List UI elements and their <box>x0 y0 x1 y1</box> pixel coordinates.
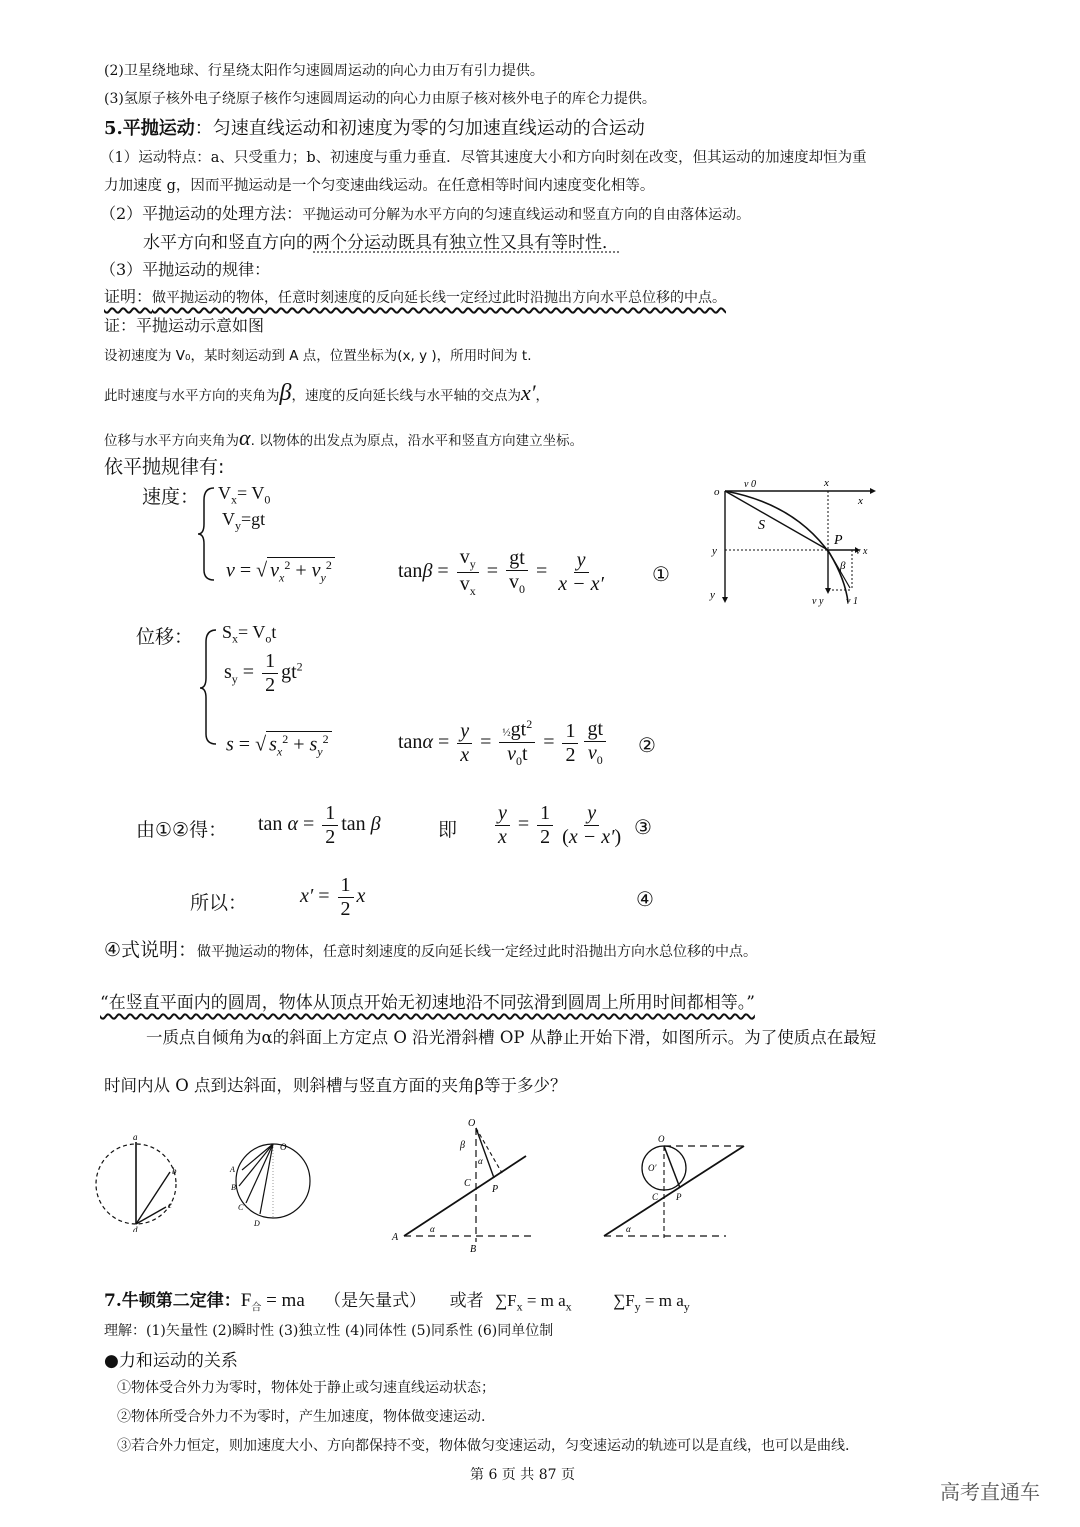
equation-number-4: ④ <box>636 887 654 911</box>
sum-fx-equation: $\sum F_x = m$ $a_x$ <box>494 1291 572 1314</box>
newton-formula-rest: = ma <box>261 1290 305 1311</box>
projectile-diagram <box>700 474 890 608</box>
problem-line-2: 时间内从 O 点到达斜面，则斜槽与竖直方面的夹角β等于多少？ <box>104 1076 567 1095</box>
explain-text: 做平抛运动的物体，任意时刻速度的反向延长线一定经过此时沿抛出方向水总位移的中点。 <box>197 944 758 960</box>
relation-item-1: ①物体受合外力为零时，物体处于静止或匀速直线运动状态； <box>117 1380 495 1396</box>
beta-symbol: β <box>279 380 292 406</box>
text-line-satellite: (2)卫星绕地球、行星绕太阳作匀速圆周运动的向心力由万有引力提供。 <box>104 63 544 79</box>
svg-text:P: P <box>492 1184 499 1195</box>
relation-item-3: ③若合外力恒定，则加速度大小、方向都保持不变，物体做匀变速运动，匀变速运动的轨迹可以是直线，也可以是曲线. <box>117 1438 850 1454</box>
svg-text:P: P <box>676 1192 682 1202</box>
paragraph-features-2: 力加速度 g，因而平抛运动是一个匀变速曲线运动。在任意相等时间内速度变化相等。 <box>104 178 655 194</box>
setup3-text-b: . 以物体的出发点为原点，沿水平和竖直方向建立坐标。 <box>250 433 584 449</box>
displacement-label: 位移： <box>136 626 194 648</box>
method-text: 平抛运动可分解为水平方向的匀速直线运动和竖直方向的自由落体运动。 <box>302 207 751 223</box>
sy-equation: $s_y$ = $\frac{1}{2}$ $gt^2$ <box>224 650 303 696</box>
setup2-text-b: ，速度的反向延长线与水平轴的交点为 <box>291 388 521 404</box>
svg-text:O′: O′ <box>648 1163 657 1173</box>
rule-heading: 依平抛规律有: <box>104 456 225 478</box>
newton-title: 7.牛顿第二定律 <box>104 1291 224 1311</box>
paragraph-method <box>100 201 750 224</box>
svg-text:O: O <box>468 1118 476 1129</box>
x-prime-equation: x′ = $\frac{1}{2}$ x <box>300 874 366 920</box>
proof-label: 证明： <box>104 287 153 306</box>
incline-diagram-2 <box>596 1126 766 1246</box>
svg-text:A: A <box>392 1232 399 1243</box>
svg-text:c: c <box>168 1200 172 1210</box>
independence-pre: 水平方向和竖直方向的 <box>143 233 313 253</box>
proof-intro: 证：平抛运动示意如图 <box>104 316 265 335</box>
x-prime-symbol: x′ <box>520 380 536 405</box>
setup3-text-a: 位移与水平方向夹角为 <box>104 433 239 449</box>
svg-text:S: S <box>758 518 765 533</box>
svg-text:v 0: v 0 <box>744 479 756 490</box>
relation-item-2: ②物体所受合外力不为零时，产生加速度，物体做变速运动. <box>117 1409 486 1425</box>
svg-text:B: B <box>231 1183 236 1192</box>
newton-or: 或者 <box>449 1291 484 1311</box>
page-number: 第 6 页 共 87 页 <box>470 1467 575 1483</box>
svg-text:C: C <box>464 1178 471 1189</box>
svg-text:C: C <box>652 1192 659 1202</box>
so-label: 所以： <box>190 892 248 914</box>
svg-text:b: b <box>172 1166 177 1176</box>
derive-label: 由①②得： <box>136 819 228 841</box>
sum-fy-equation: $\sum F_y = m$ $a_y$ <box>613 1291 690 1314</box>
svg-text:y: y <box>712 545 717 557</box>
velocity-brace-icon <box>196 486 220 582</box>
section-5-title: 5.平抛运动 <box>104 118 195 139</box>
equation-number-1: ① <box>652 562 670 586</box>
tan-beta-equation: tanβ = $\frac{v_y}{v_x}$ = $\frac{gt}{v_0}$ = $\frac{y}{x - x'}$ <box>398 546 604 598</box>
vx-equation: $V_x= V_0$ <box>218 483 271 507</box>
svg-text:C: C <box>238 1203 244 1212</box>
problem-line-1: 一质点自倾角为α的斜面上方定点 O 沿光滑斜槽 OP 从静止开始下滑，如图所示。为了使质点在最短 <box>146 1028 877 1047</box>
paragraph-independence <box>143 228 619 253</box>
setup2-text-a: 此时速度与水平方向的夹角为 <box>104 388 280 404</box>
newton-formula-f: F <box>240 1290 252 1311</box>
text-line-hydrogen: (3)氢原子核外电子绕原子核作匀速圆周运动的向心力由原子核对核外电子的库仑力提供。 <box>104 91 656 107</box>
svg-text:v y: v y <box>812 596 824 607</box>
svg-text:α: α <box>626 1224 631 1234</box>
ji-label: 即 <box>438 819 458 841</box>
velocity-label: 速度： <box>142 486 200 508</box>
svg-text:β: β <box>840 560 846 572</box>
section-5-desc: ：匀速直线运动和初速度为零的匀加速直线运动的合运动 <box>194 118 645 139</box>
rules-label: （3）平抛运动的规律： <box>100 260 271 279</box>
displacement-brace-icon <box>198 628 222 748</box>
svg-text:v 1: v 1 <box>846 596 858 607</box>
tan-relation-equation: tan α = $\frac{1}{2}$ tan β <box>258 802 381 848</box>
circle-chord-rule: “在竖直平面内的圆周，物体从顶点开始无初速地沿不同弦滑到圆周上所用时间都相等。” <box>100 993 755 1013</box>
svg-text:O: O <box>658 1134 665 1144</box>
svg-text:A: A <box>230 1165 235 1174</box>
svg-text:P: P <box>834 533 843 548</box>
incline-diagram-1 <box>384 1116 544 1256</box>
svg-text:a: a <box>133 1132 138 1142</box>
equation-number-2: ② <box>638 733 656 757</box>
svg-text:x: x <box>824 477 829 489</box>
chord-circle-diagram-2 <box>228 1136 318 1226</box>
vy-equation: $V_y=gt$ <box>222 509 266 533</box>
setup-line-2 <box>104 380 549 407</box>
setup-line-3 <box>104 425 583 451</box>
explain-label: ④式说明： <box>104 939 198 961</box>
v-magnitude-equation: v = √ $v_x^2 + v_y^2$ <box>226 557 335 586</box>
svg-text:D: D <box>254 1219 260 1226</box>
explain-line <box>104 935 757 962</box>
svg-text:d: d <box>133 1225 138 1232</box>
proof-statement <box>104 284 726 307</box>
sx-equation: $S_x= V_ot$ <box>222 622 277 646</box>
tan-alpha-equation: tanα = $\frac{y}{x}$ = $\frac{\frac{1}{2}gt^2}{v_0t}$ = $\frac{1}{2}$ $\frac{gt}{v_0}$ <box>398 718 609 768</box>
newton-law-heading <box>104 1286 690 1314</box>
newton-colon: ： <box>223 1291 241 1311</box>
newton-formula-sub: 合 <box>251 1302 262 1314</box>
setup2-text-c: ， <box>535 388 550 404</box>
svg-text:β: β <box>460 1140 465 1151</box>
paragraph-features-1: （1）运动特点：a、只受重力；b、初速度与重力垂直．尽管其速度大小和方向时刻在改变，但其运动的加速度却恒为重 <box>100 150 867 166</box>
method-label: （2）平抛运动的处理方法： <box>100 204 303 223</box>
watermark: 高考直通车 <box>940 1480 1040 1504</box>
equation-number-3: ③ <box>634 815 652 839</box>
section-5-heading <box>104 114 645 140</box>
alpha-symbol: α <box>239 425 251 450</box>
svg-text:O: O <box>280 1142 287 1152</box>
proof-text: 做平抛运动的物体，任意时刻速度的反向延长线一定经过此时沿抛出方向水平总位移的中点。 <box>152 290 727 306</box>
ratio-equation: $\frac{y}{x}$ = $\frac{1}{2}$ $\frac{y}{(x - x')}$ <box>492 802 627 849</box>
svg-text:x: x <box>858 495 863 507</box>
newton-understanding: 理解：(1)矢量性 (2)瞬时性 (3)独立性 (4)同体性 (5)同系性 (6)同单位制 <box>104 1323 554 1339</box>
svg-text:α: α <box>430 1224 435 1234</box>
newton-note: （是矢量式） <box>324 1291 427 1311</box>
svg-text:v x: v x <box>856 546 868 557</box>
independence-underlined: 两个分运动既具有独立性又具有等时性． <box>313 233 619 253</box>
s-magnitude-equation: s = √ $s_x^2 + s_y^2$ <box>226 731 332 760</box>
setup-line-1: 设初速度为 V₀，某时刻运动到 A 点，位置坐标为(x, y )，所用时间为 t. <box>104 348 532 364</box>
chord-circle-diagram-1 <box>88 1132 188 1232</box>
svg-text:y: y <box>710 589 715 601</box>
force-motion-heading: ●力和运动的关系 <box>104 1351 238 1371</box>
svg-text:α: α <box>478 1156 483 1166</box>
svg-text:B: B <box>470 1244 477 1255</box>
svg-text:o: o <box>714 486 720 498</box>
